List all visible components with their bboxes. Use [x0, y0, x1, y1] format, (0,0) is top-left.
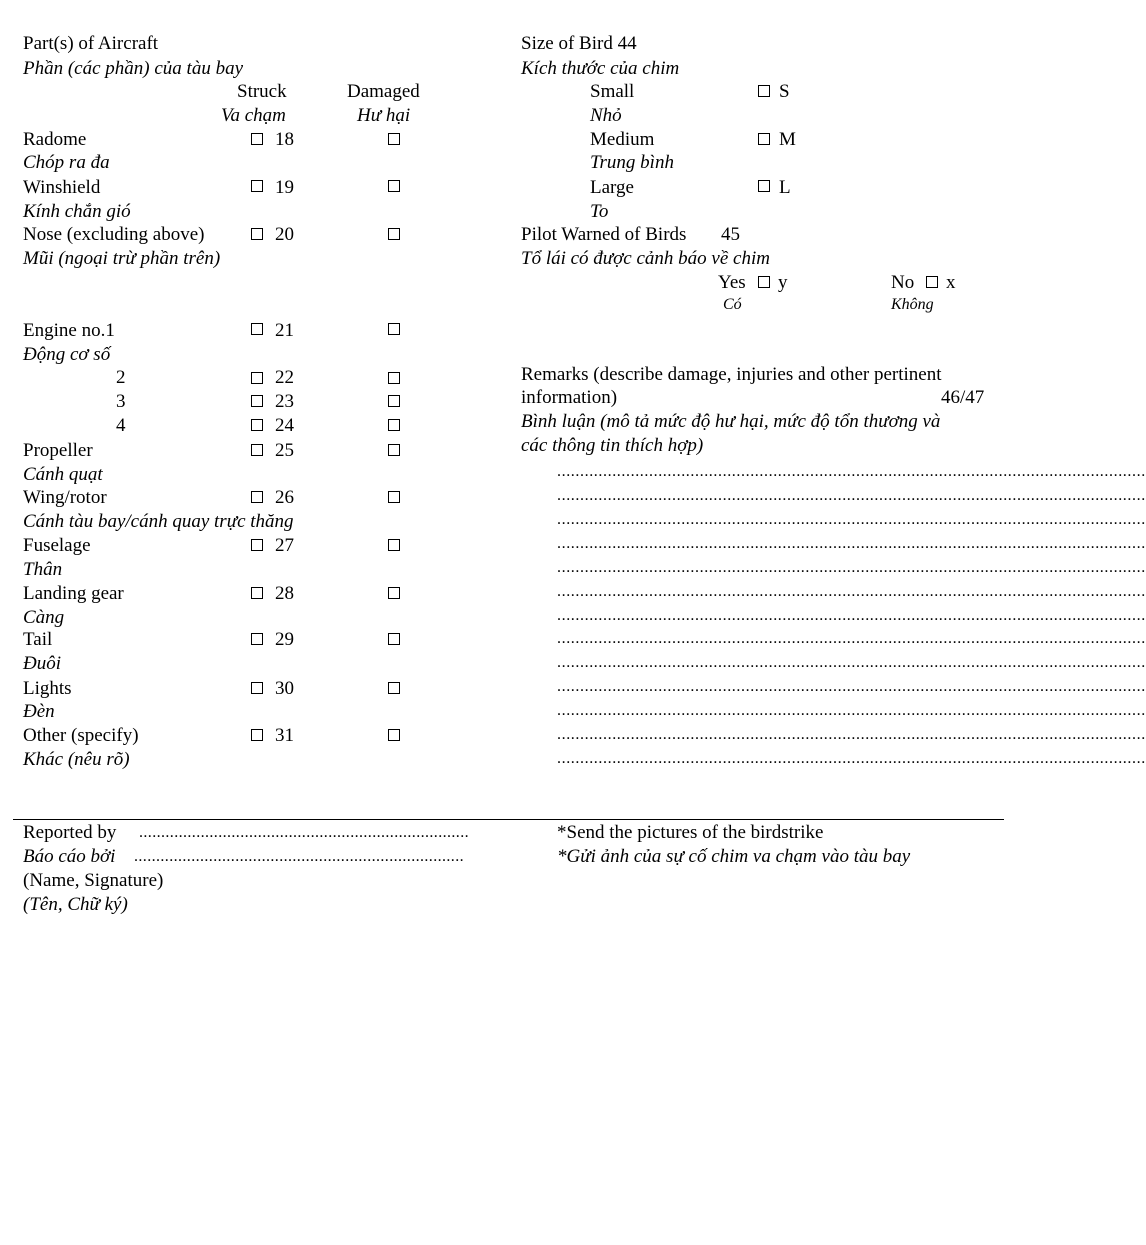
damaged-checkbox[interactable]: [388, 133, 400, 145]
field-number: 26: [275, 487, 294, 508]
yes-label-vi: Có: [723, 296, 742, 313]
size-option-label: Small: [590, 81, 635, 102]
part-label: Propeller: [23, 440, 93, 461]
struck-checkbox[interactable]: [251, 539, 263, 551]
damaged-checkbox[interactable]: [388, 323, 400, 335]
damaged-checkbox[interactable]: [388, 372, 400, 384]
no-code: x: [946, 272, 956, 293]
damaged-checkbox[interactable]: [388, 587, 400, 599]
struck-column-header-vi: Va chạm: [221, 105, 286, 126]
remarks-line[interactable]: ................................................................................................................................: [557, 487, 1146, 504]
damaged-checkbox[interactable]: [388, 633, 400, 645]
damaged-checkbox[interactable]: [388, 539, 400, 551]
size-code: L: [779, 177, 791, 198]
struck-checkbox[interactable]: [251, 180, 263, 192]
part-label: Fuselage: [23, 535, 91, 556]
remarks-line[interactable]: ................................................................................................................................: [557, 654, 1146, 671]
part-label-vi: Động cơ số: [23, 344, 111, 365]
reported-by-label-vi: Báo cáo bởi: [23, 846, 116, 867]
size-title: Size of Bird 44: [521, 33, 637, 54]
struck-checkbox[interactable]: [251, 372, 263, 384]
part-label-vi: Càng: [23, 607, 65, 628]
damaged-column-header-vi: Hư hại: [357, 105, 411, 126]
part-label: Other (specify): [23, 725, 139, 746]
field-number: 21: [275, 320, 294, 341]
field-number: 31: [275, 725, 294, 746]
no-label-vi: Không: [891, 296, 934, 313]
remarks-line[interactable]: ................................................................................................................................: [557, 511, 1146, 528]
part-label-vi: Chóp ra đa: [23, 152, 110, 173]
struck-checkbox[interactable]: [251, 682, 263, 694]
yes-label: Yes: [718, 272, 746, 293]
damaged-checkbox[interactable]: [388, 444, 400, 456]
field-number: 30: [275, 678, 294, 699]
part-label: Winshield: [23, 177, 101, 198]
size-title-vi: Kích thước của chim: [521, 58, 680, 79]
engine-number-label: 2: [116, 367, 126, 388]
remarks-line[interactable]: ................................................................................................................................: [557, 607, 1146, 624]
section-divider: [13, 819, 1004, 820]
damaged-checkbox[interactable]: [388, 682, 400, 694]
part-label-vi: Khác (nêu rõ): [23, 749, 130, 770]
damaged-checkbox[interactable]: [388, 491, 400, 503]
field-number: 20: [275, 224, 294, 245]
damaged-checkbox[interactable]: [388, 395, 400, 407]
struck-checkbox[interactable]: [251, 395, 263, 407]
size-large-checkbox[interactable]: [758, 180, 770, 192]
part-label-vi: Đèn: [23, 701, 55, 722]
field-number: 19: [275, 177, 294, 198]
no-label: No: [891, 272, 915, 293]
damaged-checkbox[interactable]: [388, 228, 400, 240]
size-option-label-vi: Nhỏ: [590, 105, 622, 126]
part-label-vi: Mũi (ngoại trừ phần trên): [23, 248, 221, 269]
part-label: Lights: [23, 678, 72, 699]
remarks-line[interactable]: ................................................................................................................................: [557, 559, 1146, 576]
send-pictures-note: *Send the pictures of the birdstrike: [557, 822, 824, 843]
damaged-checkbox[interactable]: [388, 180, 400, 192]
remarks-title-line1: Remarks (describe damage, injuries and other pertinent: [521, 364, 942, 385]
engine-number-label: 3: [116, 391, 126, 412]
remarks-title-vi-line2: các thông tin thích hợp): [521, 435, 704, 456]
struck-checkbox[interactable]: [251, 491, 263, 503]
remarks-line[interactable]: ................................................................................................................................: [557, 726, 1146, 743]
part-label: Engine no.1: [23, 320, 115, 341]
part-label: Landing gear: [23, 583, 124, 604]
name-signature-label-vi: (Tên, Chữ ký): [23, 894, 128, 915]
field-number: 24: [275, 415, 294, 436]
size-option-label: Large: [590, 177, 634, 198]
field-number: 18: [275, 129, 294, 150]
struck-checkbox[interactable]: [251, 633, 263, 645]
field-number: 23: [275, 391, 294, 412]
name-signature-label: (Name, Signature): [23, 870, 164, 891]
part-label: Nose (excluding above): [23, 224, 205, 245]
remarks-line[interactable]: ................................................................................................................................: [557, 583, 1146, 600]
struck-checkbox[interactable]: [251, 323, 263, 335]
damaged-column-header: Damaged: [347, 81, 420, 102]
struck-checkbox[interactable]: [251, 444, 263, 456]
part-label-vi: Kính chắn gió: [23, 201, 131, 222]
part-label: Wing/rotor: [23, 487, 107, 508]
part-label-vi: Thân: [23, 559, 63, 580]
struck-column-header: Struck: [237, 81, 287, 102]
damaged-checkbox[interactable]: [388, 729, 400, 741]
field-number: 25: [275, 440, 294, 461]
reported-by-line[interactable]: ...........................................................................: [139, 824, 469, 841]
pilot-warned-title-vi: Tổ lái có được cảnh báo về chim: [521, 248, 770, 269]
remarks-title-line2: information): [521, 387, 618, 408]
field-number: 46/47: [941, 387, 985, 408]
remarks-line[interactable]: ................................................................................................................................: [557, 678, 1146, 695]
field-number: 27: [275, 535, 294, 556]
yes-code: y: [778, 272, 788, 293]
remarks-line[interactable]: ................................................................................................................................: [557, 463, 1146, 480]
struck-checkbox[interactable]: [251, 419, 263, 431]
reported-by-line-vi[interactable]: ...........................................................................: [134, 848, 464, 865]
part-label-vi: Đuôi: [23, 653, 61, 674]
part-label: Tail: [23, 629, 53, 650]
size-medium-checkbox[interactable]: [758, 133, 770, 145]
size-option-label-vi: Trung bình: [590, 152, 674, 173]
remarks-line[interactable]: ................................................................................................................................: [557, 630, 1146, 647]
struck-checkbox[interactable]: [251, 228, 263, 240]
remarks-title-vi-line1: Bình luận (mô tả mức độ hư hại, mức độ tổn thương và: [521, 411, 941, 432]
pilot-warned-title: Pilot Warned of Birds: [521, 224, 687, 245]
size-option-label: Medium: [590, 129, 655, 150]
no-checkbox[interactable]: [926, 276, 938, 288]
remarks-line[interactable]: ................................................................................................................................: [557, 702, 1146, 719]
remarks-line[interactable]: ................................................................................................................................: [557, 750, 1146, 767]
struck-checkbox[interactable]: [251, 133, 263, 145]
size-option-label-vi: To: [590, 201, 609, 222]
field-number: 45: [721, 224, 740, 245]
parts-title: Part(s) of Aircraft: [23, 33, 159, 54]
struck-checkbox[interactable]: [251, 729, 263, 741]
part-label-vi: Cánh tàu bay/cánh quay trực thăng: [23, 511, 294, 532]
size-code: M: [779, 129, 796, 150]
parts-title-vi: Phần (các phần) của tàu bay: [23, 58, 244, 79]
size-small-checkbox[interactable]: [758, 85, 770, 97]
send-pictures-note-vi: *Gửi ảnh của sự cố chim va chạm vào tàu bay: [557, 846, 911, 867]
size-code: S: [779, 81, 790, 102]
yes-checkbox[interactable]: [758, 276, 770, 288]
damaged-checkbox[interactable]: [388, 419, 400, 431]
part-label-vi: Cánh quạt: [23, 464, 103, 485]
remarks-line[interactable]: ................................................................................................................................: [557, 535, 1146, 552]
field-number: 22: [275, 367, 294, 388]
field-number: 29: [275, 629, 294, 650]
struck-checkbox[interactable]: [251, 587, 263, 599]
engine-number-label: 4: [116, 415, 126, 436]
field-number: 28: [275, 583, 294, 604]
reported-by-label: Reported by: [23, 822, 117, 843]
part-label: Radome: [23, 129, 87, 150]
